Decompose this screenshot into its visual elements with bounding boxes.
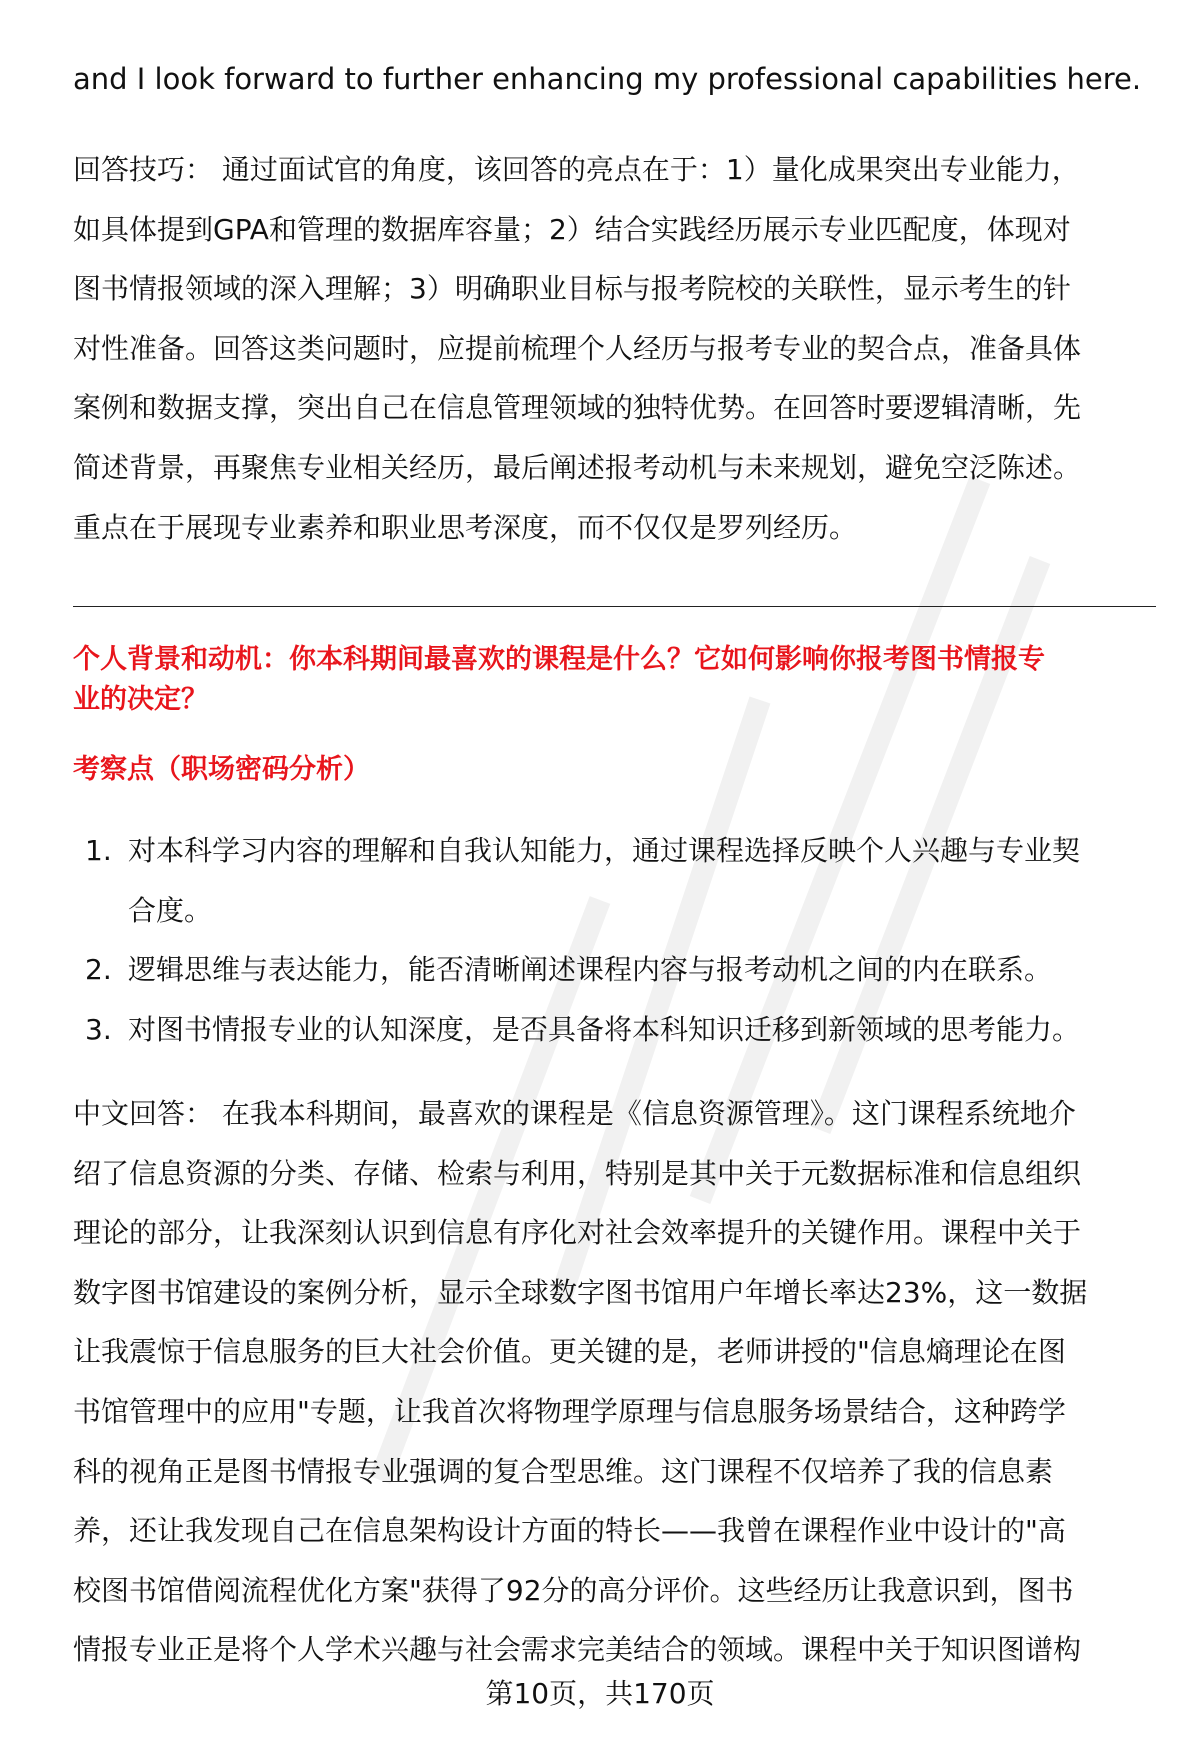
list-item-text: 对本科学习内容的理解和自我认知能力，通过课程选择反映个人兴趣与专业契 bbox=[128, 834, 1081, 867]
question-heading bbox=[73, 640, 1163, 720]
list-number: 3. bbox=[85, 1012, 112, 1046]
list-item-text: 对图书情报专业的认知深度，是否具备将本科知识迁移到新领域的思考能力。 bbox=[128, 1012, 1081, 1046]
tips-paragraph bbox=[73, 140, 1163, 557]
answer-line: 让我震惊于信息服务的巨大社会价值。更关键的是，老师讲授的"信息熵理论在图 bbox=[73, 1335, 1066, 1369]
list-item bbox=[73, 940, 1163, 1000]
intro-paragraph bbox=[73, 50, 1163, 110]
answer-line: 中文回答： 在我本科期间，最喜欢的课程是《信息资源管理》。这门课程系统地介 bbox=[73, 1097, 1076, 1130]
tips-line: 对性准备。回答这类问题时，应提前梳理个人经历与报考专业的契合点，准备具体 bbox=[73, 331, 1082, 365]
list-item bbox=[73, 1000, 1163, 1060]
tips-line: 如具体提到GPA和管理的数据库容量；2）结合实践经历展示专业匹配度，体现对 bbox=[73, 212, 1071, 246]
list-item-text: 逻辑思维与表达能力，能否清晰阐述课程内容与报考动机之间的内在联系。 bbox=[128, 953, 1053, 987]
list-item-text: 合度。 bbox=[128, 893, 213, 927]
answer-line: 情报专业正是将个人学术兴趣与社会需求完美结合的领域。课程中关于知识图谱构 bbox=[73, 1633, 1082, 1667]
page-number: 第10页，共170页 bbox=[485, 1677, 715, 1710]
answer-line: 数字图书馆建设的案例分析，显示全球数字图书馆用户年增长率达23%，这一数据 bbox=[73, 1275, 1088, 1309]
answer-line: 书馆管理中的应用"专题，让我首次将物理学原理与信息服务场景结合，这种跨学 bbox=[73, 1394, 1066, 1428]
answer-line: 养，还让我发现自己在信息架构设计方面的特长——我曾在课程作业中设计的"高 bbox=[73, 1514, 1066, 1548]
answer-paragraph bbox=[73, 1084, 1163, 1680]
answer-line: 校图书馆借阅流程优化方案"获得了92分的高分评价。这些经历让我意识到，图书 bbox=[73, 1573, 1074, 1607]
tips-line: 图书情报领域的深入理解；3）明确职业目标与报考院校的关联性，显示考生的针 bbox=[73, 272, 1071, 306]
tips-line: 案例和数据支撑，突出自己在信息管理领域的独特优势。在回答时要逻辑清晰，先 bbox=[73, 391, 1082, 425]
list-number: 2. bbox=[85, 953, 112, 987]
list-item bbox=[73, 821, 1163, 940]
focus-title: 考察点（职场密码分析） bbox=[73, 754, 370, 785]
tips-line: 重点在于展现专业素养和职业思考深度，而不仅仅是罗列经历。 bbox=[73, 510, 858, 544]
question-line: 个人背景和动机：你本科期间最喜欢的课程是什么？它如何影响你报考图书情报专 bbox=[73, 644, 1045, 675]
answer-line: 科的视角正是图书情报专业强调的复合型思维。这门课程不仅培养了我的信息素 bbox=[73, 1454, 1054, 1488]
tips-line: 简述背景，再聚焦专业相关经历，最后阐述报考动机与未来规划，避免空泛陈述。 bbox=[73, 450, 1082, 484]
question-line: 业的决定？ bbox=[73, 684, 208, 715]
focus-list bbox=[73, 821, 1163, 1059]
tips-line: 回答技巧： 通过面试官的角度，该回答的亮点在于：1）量化成果突出专业能力， bbox=[73, 153, 1080, 186]
answer-line: 绍了信息资源的分类、存储、检索与利用，特别是其中关于元数据标准和信息组织 bbox=[73, 1156, 1082, 1190]
answer-line: 理论的部分，让我深刻认识到信息有序化对社会效率提升的关键作用。课程中关于 bbox=[73, 1216, 1082, 1250]
list-number: 1. bbox=[85, 834, 112, 867]
section-divider bbox=[73, 606, 1156, 607]
focus-heading bbox=[73, 750, 1163, 790]
intro-line: and I look forward to further enhancing my professional capabilities here. bbox=[73, 62, 1142, 96]
